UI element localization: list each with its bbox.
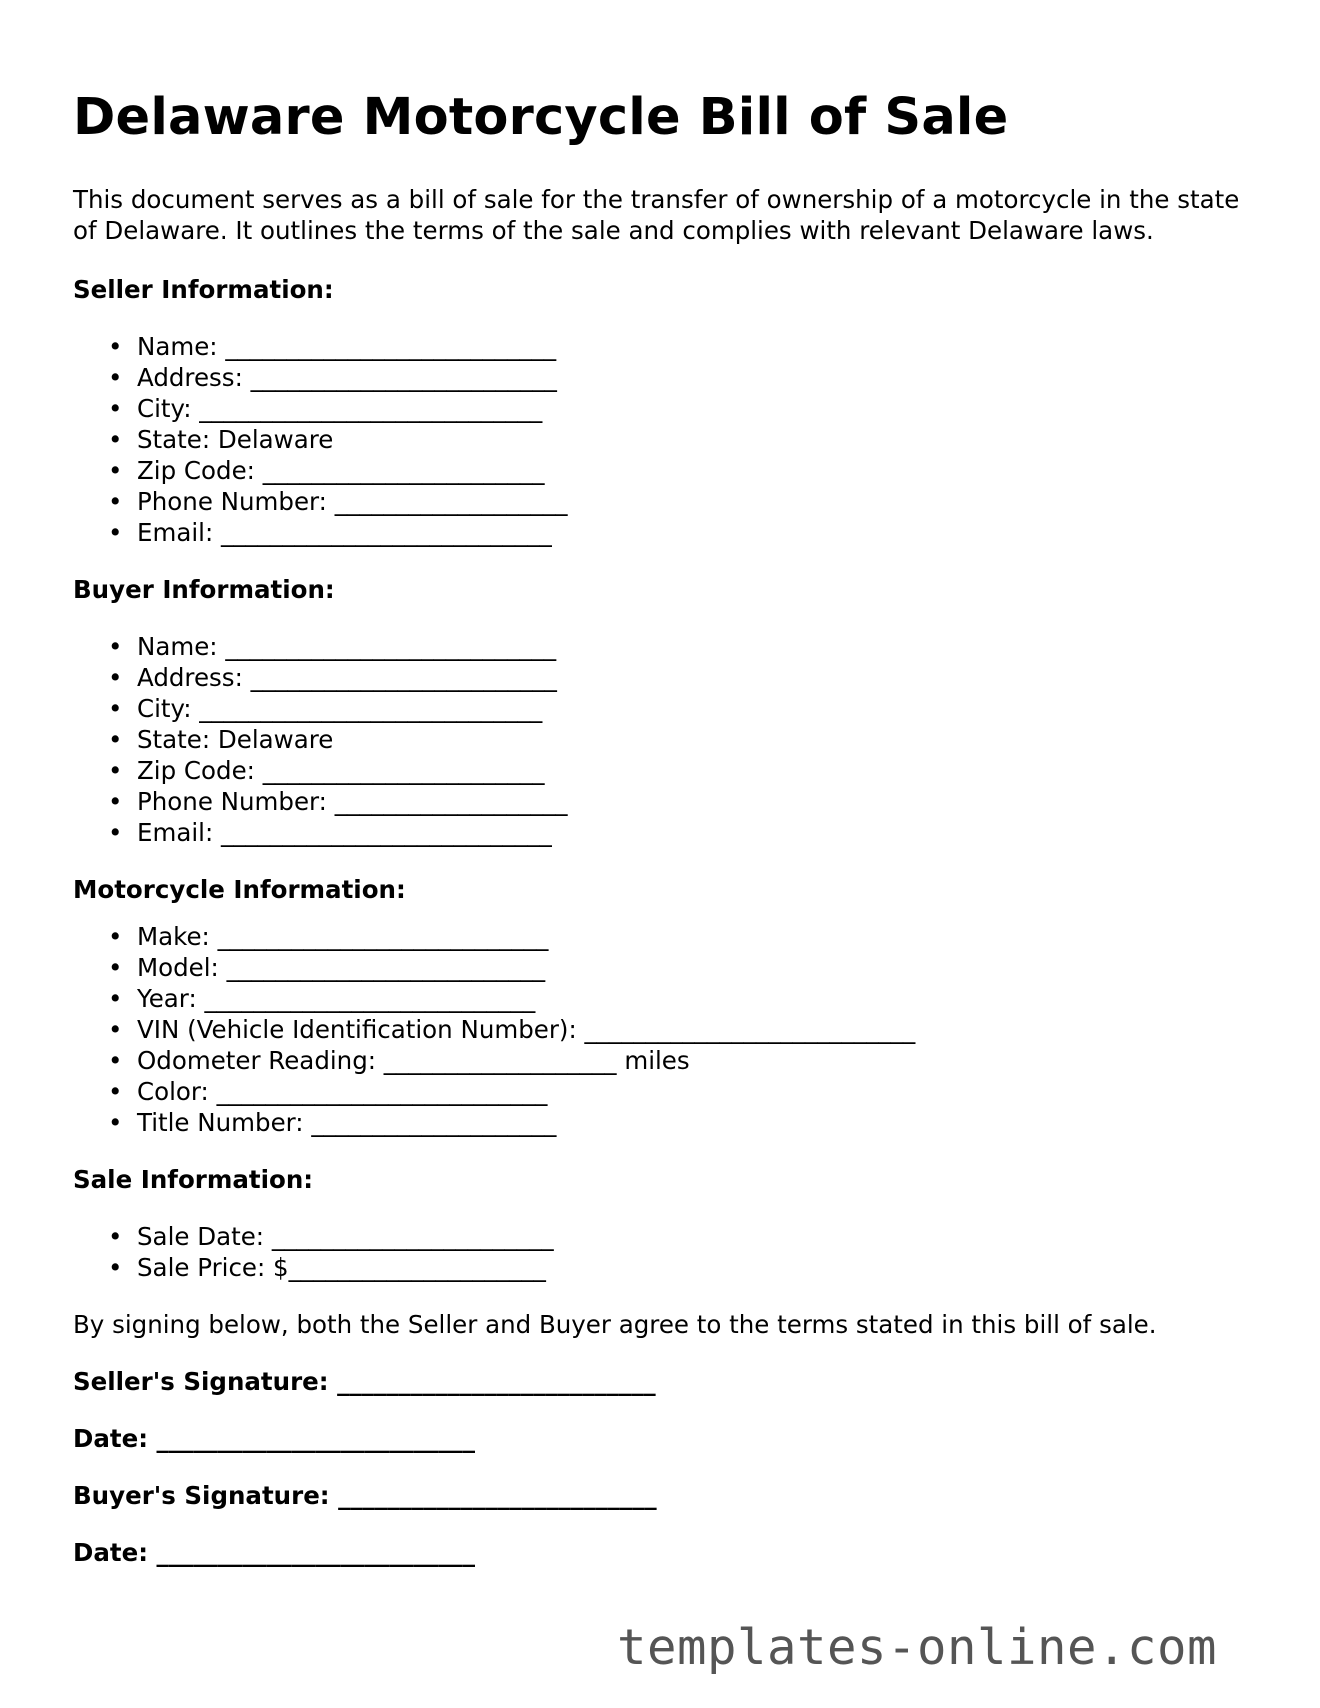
- agreement-statement: By signing below, both the Seller and Buyer agree to the terms stated in this bill of sale.: [73, 1310, 1157, 1339]
- bullet-icon: •: [108, 953, 123, 982]
- seller-city-field: [73, 393, 1253, 424]
- seller-field-list: [73, 331, 1253, 548]
- buyer-email-field: [73, 817, 1253, 848]
- field-text: State: Delaware: [137, 425, 334, 454]
- field-text: Color: ___________________________: [137, 1077, 548, 1106]
- sale-field-list: [73, 1221, 1253, 1283]
- buyer-name-field: [73, 631, 1253, 662]
- field-text: VIN (Vehicle Identification Number): ___________________________: [137, 1015, 916, 1044]
- seller-address-field: [73, 362, 1253, 393]
- document-title: Delaware Motorcycle Bill of Sale: [73, 88, 1009, 147]
- motorcycle-make-field: [73, 921, 1253, 952]
- field-text: Zip Code: _______________________: [137, 456, 545, 485]
- buyer-field-list: [73, 631, 1253, 848]
- field-text: Email: ___________________________: [137, 818, 552, 847]
- bullet-icon: •: [108, 922, 123, 951]
- field-text: Odometer Reading: ___________________ miles: [137, 1046, 690, 1075]
- field-text: City: ____________________________: [137, 694, 543, 723]
- buyer-date-line: Date: __________________________: [73, 1538, 476, 1567]
- bullet-icon: •: [108, 394, 123, 423]
- motorcycle-year-field: [73, 983, 1253, 1014]
- motorcycle-vin-field: [73, 1014, 1253, 1045]
- bullet-icon: •: [108, 1222, 123, 1251]
- seller-state-field: [73, 424, 1253, 455]
- bullet-icon: •: [108, 518, 123, 547]
- bullet-icon: •: [108, 818, 123, 847]
- seller-signature-line: Seller's Signature: __________________________: [73, 1367, 656, 1396]
- buyer-signature-line: Buyer's Signature: __________________________: [73, 1481, 657, 1510]
- bullet-icon: •: [108, 456, 123, 485]
- field-text: Make: ___________________________: [137, 922, 549, 951]
- bullet-icon: •: [108, 787, 123, 816]
- field-text: Sale Date: _______________________: [137, 1222, 554, 1251]
- field-text: Sale Price: $_____________________: [137, 1253, 546, 1282]
- intro-paragraph: This document serves as a bill of sale for the transfer of ownership of a motorcycle in the state of Delaware. It outlines the terms of the sale and complies with relevant Delaware laws.: [73, 185, 1240, 245]
- buyer-section-heading: Buyer Information:: [73, 575, 335, 604]
- seller-zip-field: [73, 455, 1253, 486]
- field-text: Email: ___________________________: [137, 518, 552, 547]
- seller-name-field: [73, 331, 1253, 362]
- bullet-icon: •: [108, 725, 123, 754]
- bullet-icon: •: [108, 756, 123, 785]
- bullet-icon: •: [108, 694, 123, 723]
- bullet-icon: •: [108, 425, 123, 454]
- document-page: [73, 88, 1253, 1594]
- seller-email-field: [73, 517, 1253, 548]
- field-text: State: Delaware: [137, 725, 334, 754]
- field-text: Year: ___________________________: [137, 984, 536, 1013]
- seller-section-heading: Seller Information:: [73, 275, 334, 304]
- field-text: Address: _________________________: [137, 363, 557, 392]
- field-text: Zip Code: _______________________: [137, 756, 545, 785]
- bullet-icon: •: [108, 363, 123, 392]
- bullet-icon: •: [108, 487, 123, 516]
- field-text: Phone Number: ___________________: [137, 487, 568, 516]
- sale-date-field: [73, 1221, 1253, 1252]
- buyer-phone-field: [73, 786, 1253, 817]
- bullet-icon: •: [108, 332, 123, 361]
- buyer-city-field: [73, 693, 1253, 724]
- motorcycle-section-heading: Motorcycle Information:: [73, 875, 406, 904]
- seller-phone-field: [73, 486, 1253, 517]
- field-text: City: ____________________________: [137, 394, 543, 423]
- motorcycle-color-field: [73, 1076, 1253, 1107]
- motorcycle-title-number-field: [73, 1107, 1253, 1138]
- bullet-icon: •: [108, 632, 123, 661]
- field-text: Title Number: ____________________: [137, 1108, 557, 1137]
- seller-date-line: Date: __________________________: [73, 1424, 476, 1453]
- bullet-icon: •: [108, 1253, 123, 1282]
- motorcycle-odometer-field: [73, 1045, 1253, 1076]
- field-text: Name: ___________________________: [137, 332, 557, 361]
- sale-price-field: [73, 1252, 1253, 1283]
- motorcycle-field-list: [73, 921, 1253, 1138]
- bullet-icon: •: [108, 1108, 123, 1137]
- bullet-icon: •: [108, 1015, 123, 1044]
- bullet-icon: •: [108, 1046, 123, 1075]
- buyer-address-field: [73, 662, 1253, 693]
- bullet-icon: •: [108, 1077, 123, 1106]
- field-text: Model: __________________________: [137, 953, 546, 982]
- buyer-state-field: [73, 724, 1253, 755]
- bullet-icon: •: [108, 663, 123, 692]
- field-text: Phone Number: ___________________: [137, 787, 568, 816]
- sale-section-heading: Sale Information:: [73, 1165, 314, 1194]
- field-text: Address: _________________________: [137, 663, 557, 692]
- bullet-icon: •: [108, 984, 123, 1013]
- motorcycle-model-field: [73, 952, 1253, 983]
- watermark: templates-online.com: [617, 1619, 1218, 1676]
- field-text: Name: ___________________________: [137, 632, 557, 661]
- buyer-zip-field: [73, 755, 1253, 786]
